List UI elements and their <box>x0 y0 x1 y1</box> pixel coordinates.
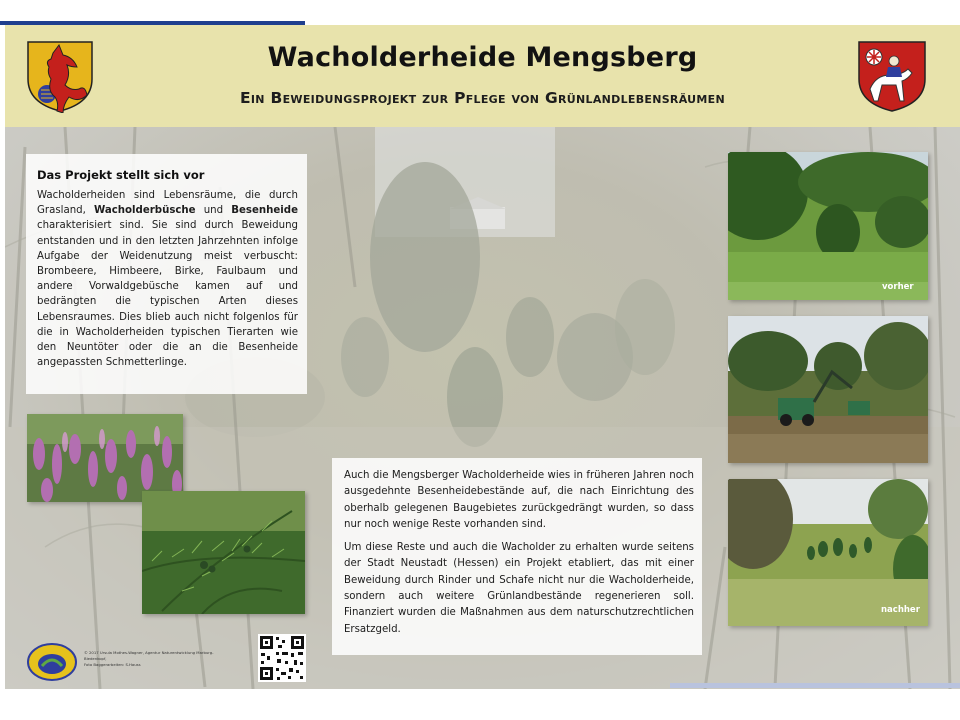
credits-line-3: Foto Baggerarbeiten: S.Hauss <box>84 662 141 667</box>
before-photo <box>728 152 928 300</box>
excavation-photo <box>728 316 928 463</box>
sign-subtitle: Ein Beweidungsprojekt zur Pflege von Grünlandlebensräumen <box>240 89 725 107</box>
project-text-box <box>332 458 702 655</box>
project-paragraph-1: Auch die Mengsberger Wacholderheide wies in früheren Jahren noch ausgedehnte Besenheidebestände auf, die nach Einrichtung des oberhalb gelegenen Baugebietes zurückgedrängt wurden, so dass nur noch wenige Reste vorhanden sind. <box>344 470 694 530</box>
sign-title: Wacholderheide Mengsberg <box>267 42 698 73</box>
intro-heading: Das Projekt stellt sich vor <box>37 168 205 182</box>
after-photo <box>728 479 928 626</box>
credits <box>84 650 244 668</box>
info-sign <box>5 25 960 689</box>
credits-line-2: Biedenkopf, <box>84 656 107 661</box>
st-martin-coat-of-arms-icon <box>856 39 928 113</box>
project-logo-icon <box>26 642 78 682</box>
after-photo-label: nachher <box>881 605 920 615</box>
juniper-branch-photo <box>142 491 305 614</box>
intro-paragraph: Wacholderheiden sind Lebensräume, die durch Grasland, Wacholderbüsche und Besenheide charakterisiert sind. Sie sind durch Beweidung entstanden und in den letzten Jahrzehnten infolge Aufgabe der Weidenutzung meist verbuscht: Brombeere, Himbeere, Birke, Faulbaum und andere Vorwaldgebüsche kamen auf und bedrängten die typischen Arten dieses Lebensraumes. Dies blieb auch nicht folgenlos für die in Wacholderheiden typischen Tierarten wie den Neuntöter oder die an die Besenheide angepassten Schmetterlinge. <box>37 190 299 369</box>
sign-header <box>5 25 960 127</box>
bottom-accent-bar <box>670 683 960 688</box>
before-photo-label: vorher <box>882 282 914 292</box>
credits-line-1: © 2017 Ursula Mothes-Wagner, Agentur Naturentwicklung Marburg- <box>84 650 214 655</box>
project-paragraph-2: Um diese Reste und auch die Wacholder zu erhalten wurde seitens der Stadt Neustadt (Hessen) ein Projekt etabliert, das mit einer Beweidung durch Rinder und Schafe nicht nur die Wacholderheide, sondern auch weitere Grünlandbestände regenerieren soll. Finanziert wurden die Maßnahmen aus dem naturschutzrechtlichen Ersatzgeld. <box>344 542 694 635</box>
qr-code-icon[interactable] <box>258 634 306 682</box>
intro-text-box <box>26 154 307 394</box>
heather-photo <box>27 414 183 502</box>
